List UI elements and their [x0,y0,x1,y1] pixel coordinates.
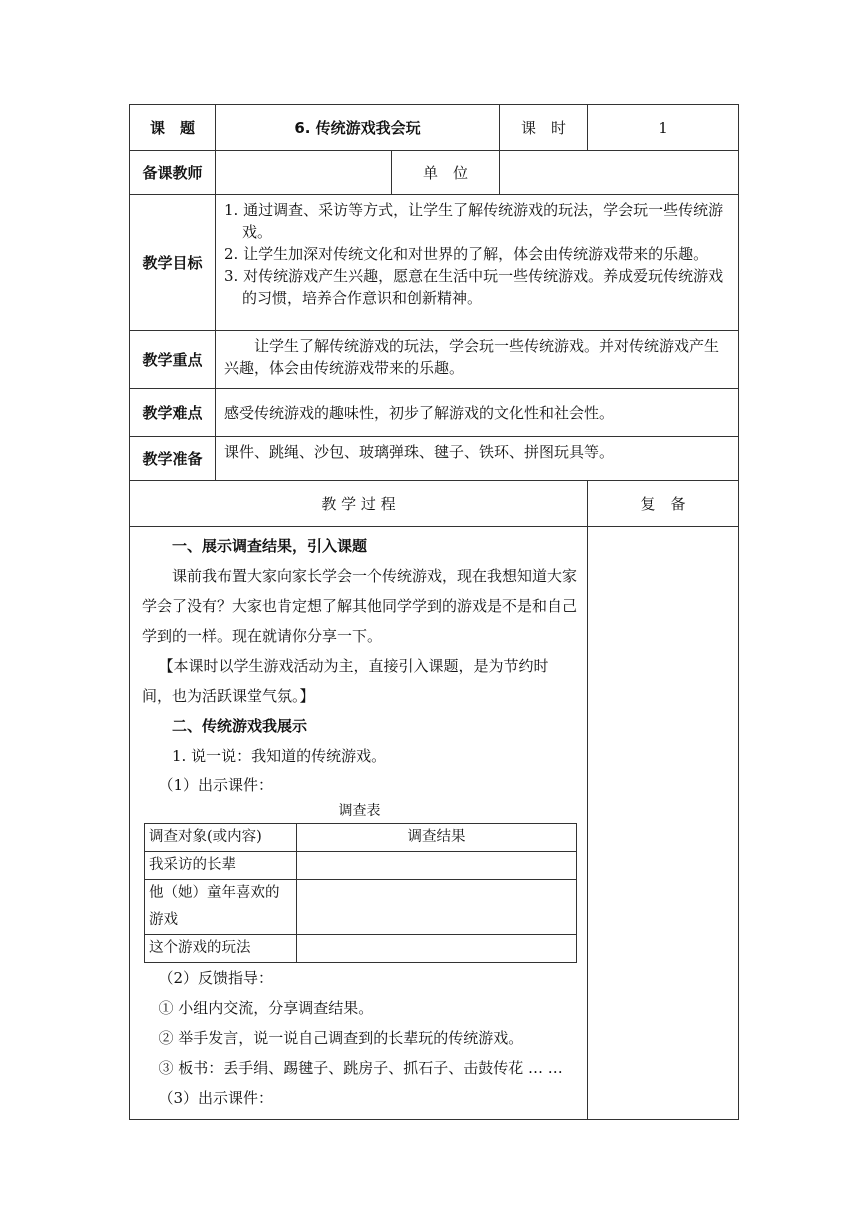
key-points-content [216,331,739,389]
survey-row-label: 我采访的长辈 [145,852,297,880]
survey-row [145,935,577,963]
preparation-row [130,437,739,481]
preparation-text: 课件、跳绳、沙包、玻璃弹珠、毽子、铁环、拼图玩具等。 [216,437,739,481]
key-points-row [130,331,739,389]
topic-row [130,105,739,151]
feedback-item-2: ② 举手发言，说一说自己调查到的长辈玩的传统游戏。 [158,1029,524,1047]
key-points-text: 让学生了解传统游戏的玩法，学会玩一些传统游戏。并对传统游戏产生兴趣，体会由传统游戏带来的乐趣。 [224,337,720,377]
lesson-plan-page [129,104,738,1120]
goals-row [130,195,739,331]
survey-header-row [145,824,577,852]
survey-row-value [297,880,577,935]
difficulties-label: 教学难点 [130,389,216,437]
survey-row [145,880,577,935]
step1-text: 1. 说一说：我知道的传统游戏。 [172,747,387,765]
section1-note: 【本课时以学生游戏活动为主，直接引入课题，是为节约时间，也为活跃课堂气氛。】 [142,657,549,705]
section2-title: 二、传统游戏我展示 [172,717,308,735]
difficulties-text: 感受传统游戏的趣味性，初步了解游戏的文化性和社会性。 [216,389,739,437]
teacher-label: 备课教师 [130,151,216,195]
hours-value: 1 [588,105,739,151]
goals-content [216,195,739,331]
unit-value [500,151,739,195]
goals-label: 教学目标 [130,195,216,331]
difficulties-row [130,389,739,437]
step1-sub3: （3）出示课件： [158,1089,274,1107]
teacher-row [130,151,739,195]
survey-row-label: 这个游戏的玩法 [145,935,297,963]
goal-item-1: 1. 通过调查、采访等方式，让学生了解传统游戏的玩法，学会玩一些传统游戏。 [224,201,724,241]
survey-col2: 调查结果 [297,824,577,852]
hours-label: 课 时 [500,105,588,151]
survey-table [144,823,577,963]
process-label: 教 学 过 程 [130,481,588,527]
survey-row [145,852,577,880]
step1-sub1: （1）出示课件： [158,776,274,794]
preparation-label: 教学准备 [130,437,216,481]
goal-item-3: 3. 对传统游戏产生兴趣，愿意在生活中玩一些传统游戏。养成爱玩传统游戏的习惯，培养合作意识和创新精神。 [224,267,724,307]
feedback-item-3: ③ 板书：丢手绢、踢毽子、跳房子、抓石子、击鼓传花 … … [158,1059,563,1077]
goal-item-2: 2. 让学生加深对传统文化和对世界的了解，体会由传统游戏带来的乐趣。 [224,245,709,263]
feedback-item-1: ① 小组内交流，分享调查结果。 [158,999,374,1017]
section1-title: 一、展示调查结果，引入课题 [172,537,368,555]
unit-label: 单 位 [392,151,500,195]
review-content [588,527,739,1120]
section1-para: 课前我布置大家向家长学会一个传统游戏，现在我想知道大家学会了没有？大家也肯定想了解其他同学学到的游戏是不是和自己学到的一样。现在就请你分享一下。 [142,567,578,645]
survey-caption: 调查表 [338,803,381,819]
key-points-label: 教学重点 [130,331,216,389]
process-content [130,527,588,1120]
lesson-plan-table [129,104,739,1120]
survey-row-value [297,852,577,880]
topic-value: 6. 传统游戏我会玩 [216,105,500,151]
survey-row-value [297,935,577,963]
survey-col1: 调查对象(或内容) [145,824,297,852]
topic-label: 课 题 [130,105,216,151]
process-header-row [130,481,739,527]
process-row [130,527,739,1120]
teacher-value [216,151,392,195]
step1-sub2: （2）反馈指导： [158,969,274,987]
survey-row-label: 他（她）童年喜欢的游戏 [145,880,297,935]
review-label: 复 备 [588,481,739,527]
